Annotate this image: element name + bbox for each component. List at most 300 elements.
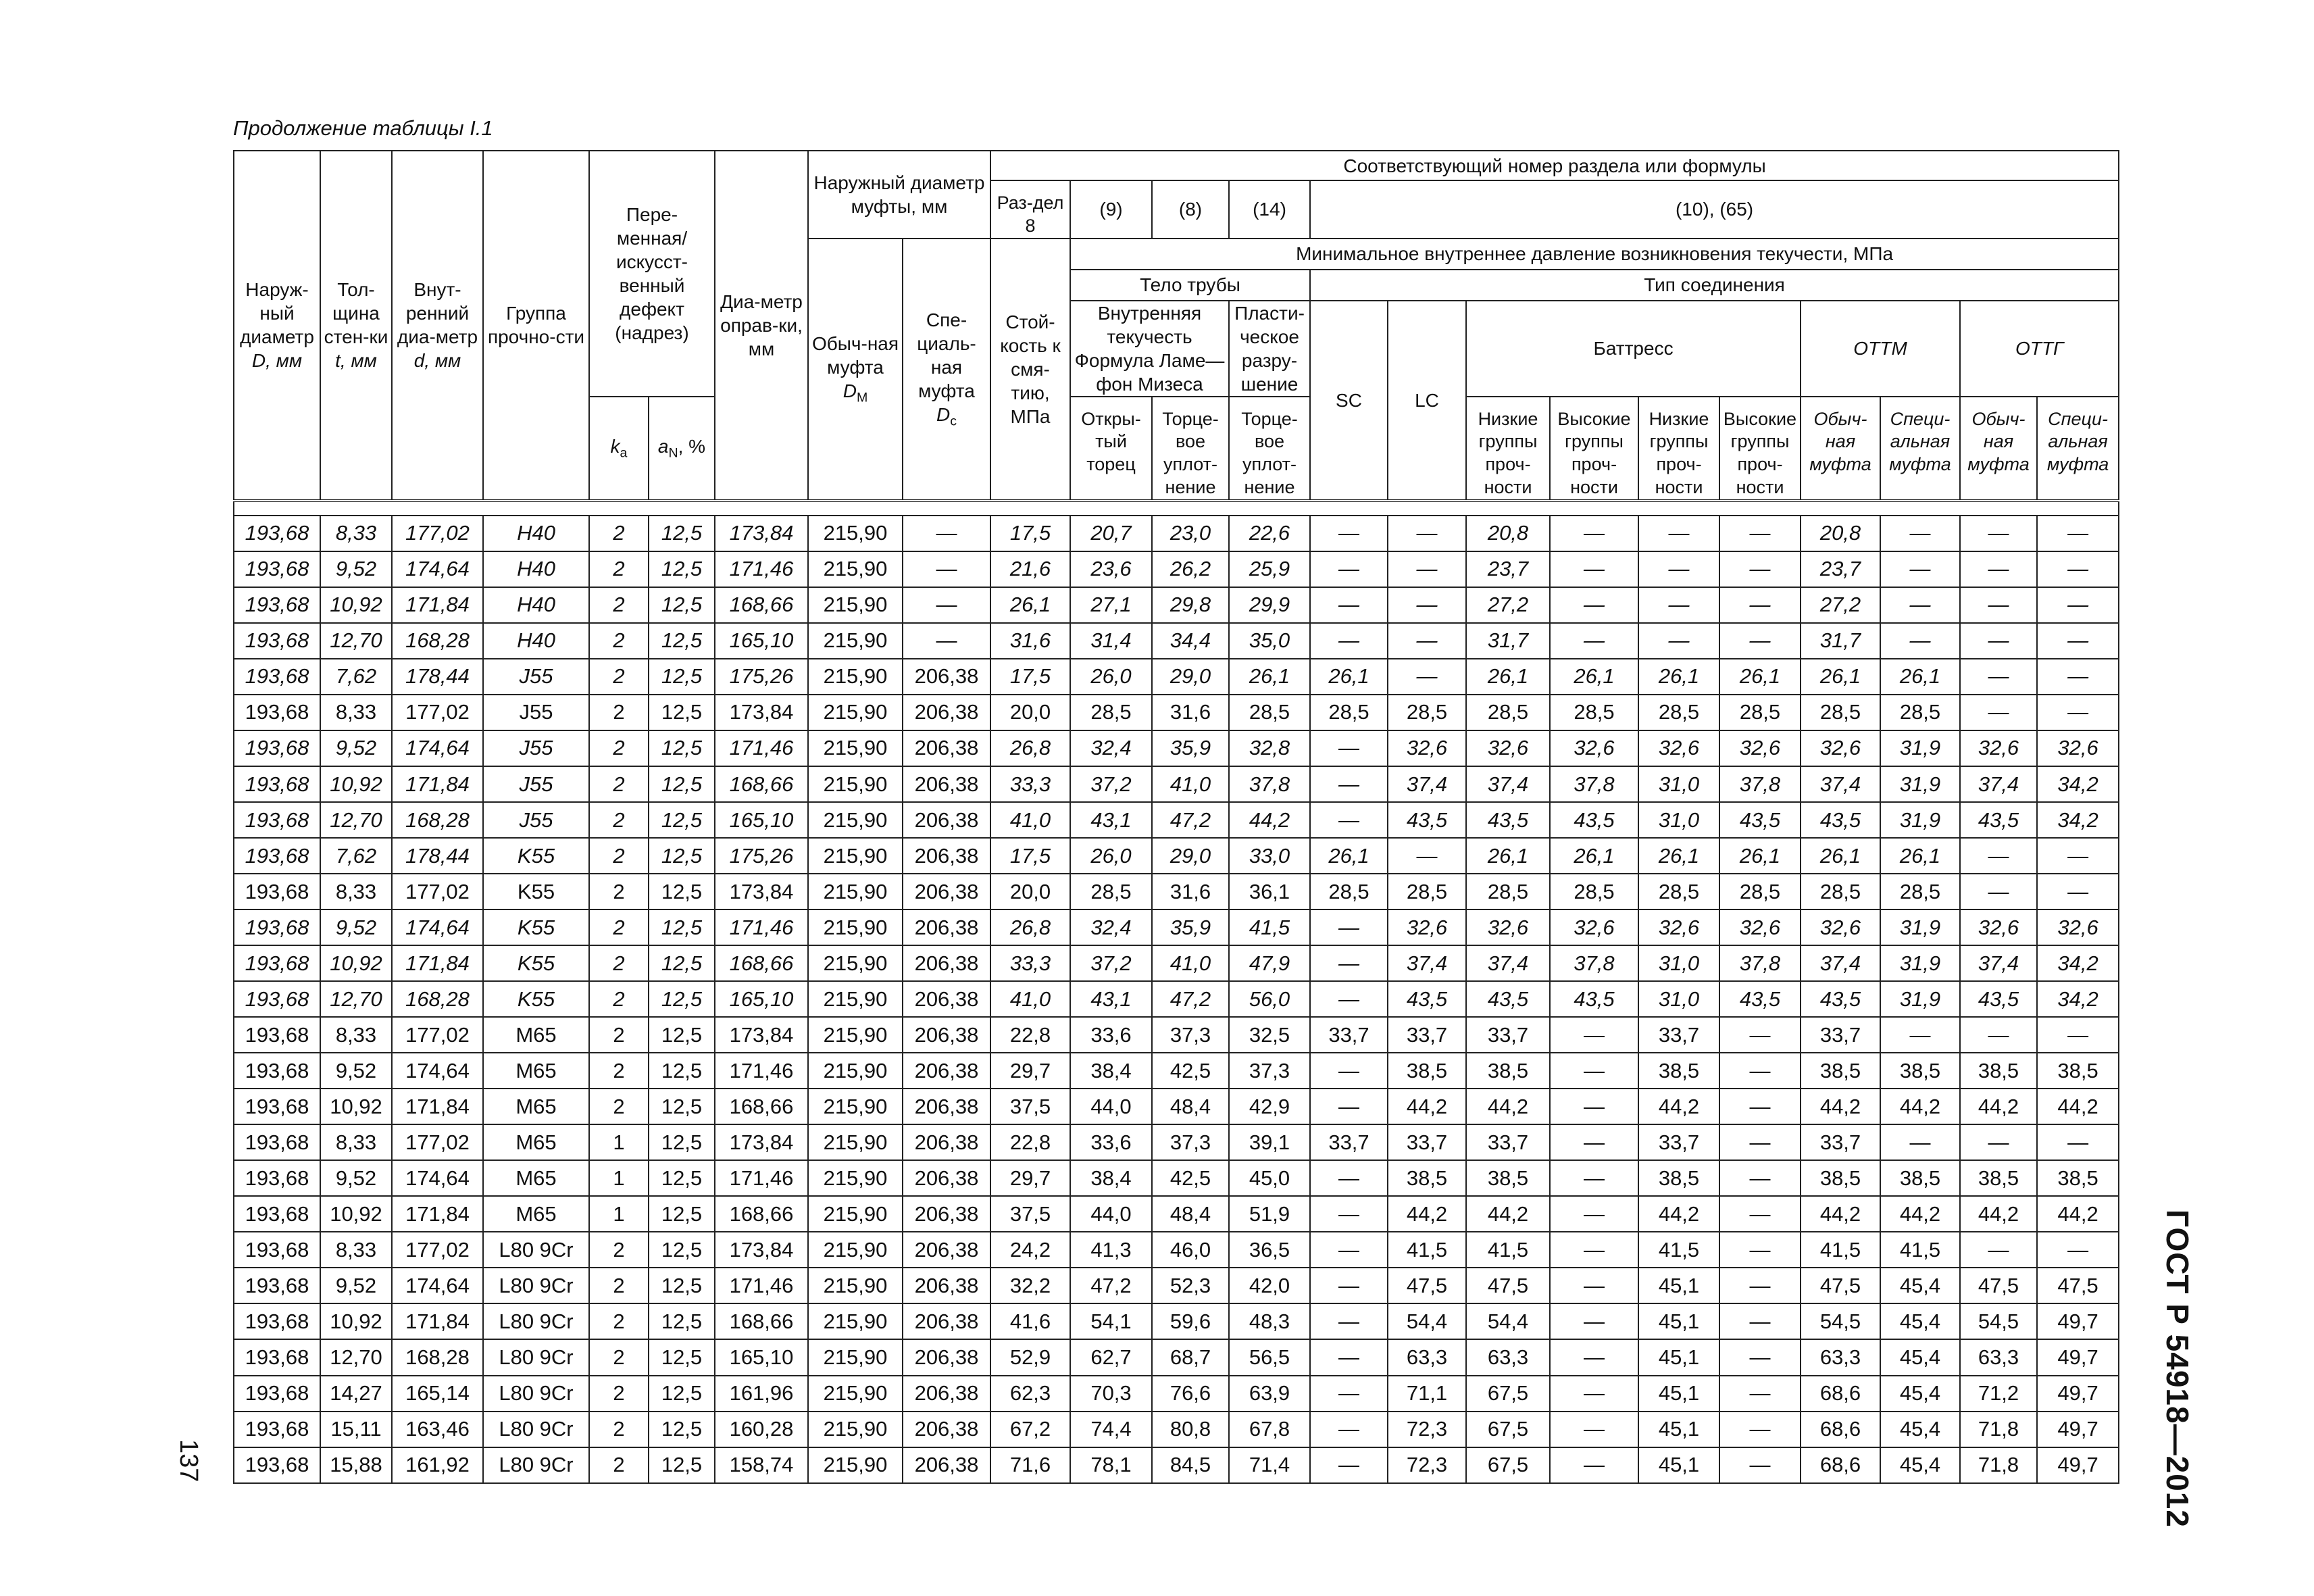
table-cell: 215,90 <box>808 874 903 909</box>
table-cell: 193,68 <box>234 945 320 981</box>
table-cell: 173,84 <box>715 695 808 730</box>
table-cell: 36,5 <box>1229 1232 1310 1268</box>
header-section-formula: Соответствующий номер раздела или формулы <box>990 151 2119 180</box>
table-cell: 38,5 <box>2037 1053 2119 1089</box>
table-cell: 2 <box>589 587 649 623</box>
table-cell: 2 <box>589 1339 649 1375</box>
table-cell: — <box>2037 1232 2119 1268</box>
table-cell: 31,9 <box>1880 909 1960 945</box>
table-cell: — <box>1310 1268 1388 1303</box>
table-cell: 163,46 <box>392 1412 483 1447</box>
table-cell: L80 9Cr <box>483 1339 589 1375</box>
table-cell: 206,38 <box>903 1053 990 1089</box>
table-cell: 165,10 <box>715 1339 808 1375</box>
table-cell: 28,5 <box>1070 874 1152 909</box>
header-buttress-regular-low: Низкие группы проч-ности <box>1466 397 1550 501</box>
table-cell: 37,5 <box>990 1089 1070 1124</box>
table-cell: 12,70 <box>320 802 392 838</box>
table-cell: — <box>1960 659 2037 695</box>
table-cell: 168,28 <box>392 802 483 838</box>
table-cell: 171,46 <box>715 1268 808 1303</box>
table-cell: 28,5 <box>1388 695 1466 730</box>
table-cell: — <box>1388 623 1466 659</box>
table-cell: — <box>1388 551 1466 587</box>
table-cell: 12,5 <box>649 695 715 730</box>
table-cell: 31,4 <box>1070 623 1152 659</box>
table-cell: 177,02 <box>392 1017 483 1053</box>
table-cell: 47,5 <box>1960 1268 2037 1303</box>
table-cell: 12,5 <box>649 516 715 551</box>
table-cell: 206,38 <box>903 1339 990 1375</box>
table-cell: — <box>1880 551 1960 587</box>
header-ottm: ОТТМ <box>1801 301 1960 397</box>
table-cell: — <box>1550 1412 1638 1447</box>
table-cell: 9,52 <box>320 1160 392 1196</box>
table-cell: 215,90 <box>808 623 903 659</box>
header-wall-thickness: Тол-щина стен-ки t, мм <box>320 151 392 501</box>
table-cell: 206,38 <box>903 838 990 874</box>
table-cell: 41,0 <box>990 981 1070 1017</box>
table-cell: 1 <box>589 1124 649 1160</box>
table-cell: 26,1 <box>1550 838 1638 874</box>
table-cell: 38,5 <box>1388 1053 1466 1089</box>
table-cell: 44,2 <box>1880 1196 1960 1232</box>
table-cell: — <box>1638 516 1719 551</box>
table-cell: 171,84 <box>392 766 483 802</box>
table-cell: M65 <box>483 1053 589 1089</box>
table-cell: 37,4 <box>1388 945 1466 981</box>
table-row <box>234 516 2119 551</box>
table-cell: — <box>1310 623 1388 659</box>
table-cell: 206,38 <box>903 909 990 945</box>
table-cell: 41,0 <box>1152 766 1229 802</box>
table-cell: 33,7 <box>1638 1017 1719 1053</box>
table-cell: 160,28 <box>715 1412 808 1447</box>
table-cell: 78,1 <box>1070 1447 1152 1483</box>
table-cell: — <box>1638 623 1719 659</box>
table-cell: 27,1 <box>1070 587 1152 623</box>
table-cell: 165,10 <box>715 623 808 659</box>
table-cell: — <box>1638 587 1719 623</box>
table-cell: 67,2 <box>990 1412 1070 1447</box>
table-cell: 20,8 <box>1801 516 1880 551</box>
table-cell: 26,0 <box>1070 659 1152 695</box>
table-cell: — <box>1388 516 1466 551</box>
table-cell: 54,1 <box>1070 1303 1152 1339</box>
table-row <box>234 1124 2119 1160</box>
table-cell: 165,10 <box>715 981 808 1017</box>
table-cell: 44,2 <box>1388 1196 1466 1232</box>
table-cell: 12,5 <box>649 945 715 981</box>
table-cell: 67,5 <box>1466 1412 1550 1447</box>
table-cell: 10,92 <box>320 1303 392 1339</box>
table-cell: 44,2 <box>1388 1089 1466 1124</box>
page-number: 137 <box>174 1439 203 1482</box>
table-cell: 165,10 <box>715 802 808 838</box>
header-pipe-body: Тело трубы <box>1070 270 1310 301</box>
header-buttress: Баттресс <box>1466 301 1801 397</box>
table-cell: 43,5 <box>1960 981 2037 1017</box>
table-cell: J55 <box>483 730 589 766</box>
table-cell: — <box>1550 1232 1638 1268</box>
table-cell: 26,1 <box>1719 659 1801 695</box>
table-cell: — <box>1880 623 1960 659</box>
table-cell: 215,90 <box>808 1339 903 1375</box>
table-cell: 26,1 <box>990 587 1070 623</box>
table-cell: 29,0 <box>1152 838 1229 874</box>
header-ottg-regular: Обыч-ная муфта <box>1960 397 2037 501</box>
table-cell: — <box>2037 516 2119 551</box>
table-cell: 25,9 <box>1229 551 1310 587</box>
table-cell: 34,2 <box>2037 981 2119 1017</box>
table-cell: H40 <box>483 587 589 623</box>
table-cell: 174,64 <box>392 909 483 945</box>
table-cell: 12,5 <box>649 1268 715 1303</box>
table-cell: 215,90 <box>808 1089 903 1124</box>
table-cell: H40 <box>483 623 589 659</box>
table-cell: 17,5 <box>990 516 1070 551</box>
table-cell: 174,64 <box>392 730 483 766</box>
table-cell: 10,92 <box>320 1196 392 1232</box>
table-cell: L80 9Cr <box>483 1447 589 1483</box>
table-cell: 206,38 <box>903 659 990 695</box>
table-cell: 45,4 <box>1880 1268 1960 1303</box>
table-cell: 206,38 <box>903 945 990 981</box>
table-cell: — <box>1310 802 1388 838</box>
table-cell: 47,2 <box>1070 1268 1152 1303</box>
table-cell: — <box>1550 1089 1638 1124</box>
table-row <box>234 838 2119 874</box>
table-cell: 193,68 <box>234 874 320 909</box>
table-cell: 168,28 <box>392 623 483 659</box>
table-cell: 76,6 <box>1152 1376 1229 1412</box>
table-cell: 71,8 <box>1960 1447 2037 1483</box>
table-cell: — <box>2037 551 2119 587</box>
table-cell: 23,6 <box>1070 551 1152 587</box>
table-cell: 72,3 <box>1388 1447 1466 1483</box>
table-cell: 20,8 <box>1466 516 1550 551</box>
table-cell: 68,6 <box>1801 1412 1880 1447</box>
table-cell: 20,0 <box>990 874 1070 909</box>
table-cell: — <box>903 587 990 623</box>
table-cell: 173,84 <box>715 874 808 909</box>
table-cell: 12,5 <box>649 1232 715 1268</box>
table-cell: 12,5 <box>649 1376 715 1412</box>
table-cell: 48,4 <box>1152 1196 1229 1232</box>
table-cell: 2 <box>589 981 649 1017</box>
table-cell: 31,6 <box>990 623 1070 659</box>
table-cell: 193,68 <box>234 1160 320 1196</box>
table-cell: 43,5 <box>1388 802 1466 838</box>
table-row <box>234 1376 2119 1412</box>
table-cell: 31,7 <box>1466 623 1550 659</box>
table-cell: — <box>1638 551 1719 587</box>
table-cell: 45,4 <box>1880 1412 1960 1447</box>
table-cell: 171,84 <box>392 945 483 981</box>
table-cell: 23,7 <box>1466 551 1550 587</box>
table-cell: 28,5 <box>1466 695 1550 730</box>
table-cell: 10,92 <box>320 587 392 623</box>
table-cell: — <box>1550 1160 1638 1196</box>
table-row <box>234 945 2119 981</box>
table-cell: 215,90 <box>808 1053 903 1089</box>
table-cell: 32,4 <box>1070 730 1152 766</box>
table-cell: L80 9Cr <box>483 1303 589 1339</box>
table-cell: 2 <box>589 945 649 981</box>
table-cell: — <box>1550 516 1638 551</box>
table-cell: — <box>1719 587 1801 623</box>
table-cell: 193,68 <box>234 1447 320 1483</box>
table-cell: 8,33 <box>320 1232 392 1268</box>
table-cell: 28,5 <box>1310 874 1388 909</box>
table-cell: 72,3 <box>1388 1412 1466 1447</box>
table-cell: 27,2 <box>1466 587 1550 623</box>
table-cell: 47,5 <box>1388 1268 1466 1303</box>
table-cell: — <box>1960 838 2037 874</box>
header-mandrel-diameter: Диа-метр оправ-ки, мм <box>715 151 808 501</box>
table-cell: — <box>1550 1303 1638 1339</box>
table-cell: 43,5 <box>1801 981 1880 1017</box>
header-plastic-sealed-end: Торце-вое уплот-нение <box>1229 397 1310 501</box>
table-cell: 37,8 <box>1719 945 1801 981</box>
table-cell: — <box>1550 1196 1638 1232</box>
table-cell: K55 <box>483 945 589 981</box>
table-cell: 28,5 <box>1388 874 1466 909</box>
table-cell: 37,3 <box>1229 1053 1310 1089</box>
table-cell: 63,9 <box>1229 1376 1310 1412</box>
table-cell: 177,02 <box>392 1232 483 1268</box>
table-cell: 206,38 <box>903 1196 990 1232</box>
table-cell: — <box>1960 695 2037 730</box>
table-cell: 51,9 <box>1229 1196 1310 1232</box>
table-cell: 44,0 <box>1070 1089 1152 1124</box>
table-cell: 37,4 <box>1960 766 2037 802</box>
table-cell: — <box>1719 1447 1801 1483</box>
table-cell: 174,64 <box>392 1268 483 1303</box>
header-internal-yield: Внутренняя текучесть Формула Ламе—фон Мизеса <box>1070 301 1229 397</box>
table-cell: 177,02 <box>392 874 483 909</box>
table-cell: 215,90 <box>808 1447 903 1483</box>
table-cell: 2 <box>589 551 649 587</box>
table-cell: — <box>1310 1232 1388 1268</box>
table-cell: — <box>1880 1124 1960 1160</box>
table-cell: 2 <box>589 838 649 874</box>
table-cell: 32,4 <box>1070 909 1152 945</box>
table-cell: 168,28 <box>392 981 483 1017</box>
header-separator <box>234 501 2119 516</box>
table-cell: — <box>1719 551 1801 587</box>
table-row <box>234 1447 2119 1483</box>
table-cell: 43,5 <box>1719 802 1801 838</box>
table-cell: 12,5 <box>649 551 715 587</box>
table-cell: 215,90 <box>808 945 903 981</box>
table-cell: 26,1 <box>1310 659 1388 695</box>
table-cell: 215,90 <box>808 1232 903 1268</box>
table-cell: 215,90 <box>808 766 903 802</box>
table-cell: 8,33 <box>320 516 392 551</box>
table-cell: 171,46 <box>715 551 808 587</box>
table-cell: 22,6 <box>1229 516 1310 551</box>
table-cell: 37,4 <box>1801 945 1880 981</box>
header-ottg-special: Специ-альная муфта <box>2037 397 2119 501</box>
table-cell: 168,66 <box>715 1196 808 1232</box>
table-cell: 171,46 <box>715 1160 808 1196</box>
table-cell: 32,6 <box>1466 730 1550 766</box>
table-cell: 56,0 <box>1229 981 1310 1017</box>
table-cell: 45,4 <box>1880 1376 1960 1412</box>
table-cell: 32,6 <box>1638 730 1719 766</box>
table-row <box>234 1160 2119 1196</box>
table-cell: 12,5 <box>649 1053 715 1089</box>
table-cell: M65 <box>483 1196 589 1232</box>
table-cell: 12,5 <box>649 587 715 623</box>
table-cell: 35,9 <box>1152 909 1229 945</box>
table-cell: 31,6 <box>1152 874 1229 909</box>
table-cell: 32,2 <box>990 1268 1070 1303</box>
table-cell: 2 <box>589 1412 649 1447</box>
table-cell: 17,5 <box>990 659 1070 695</box>
table-cell: 193,68 <box>234 802 320 838</box>
table-row <box>234 1268 2119 1303</box>
table-cell: 2 <box>589 874 649 909</box>
table-cell: 38,4 <box>1070 1053 1152 1089</box>
header-open-end: Откры-тый торец <box>1070 397 1152 501</box>
table-cell: 2 <box>589 766 649 802</box>
table-cell: — <box>903 516 990 551</box>
table-cell: 32,6 <box>1960 730 2037 766</box>
table-cell: 2 <box>589 695 649 730</box>
table-cell: 32,6 <box>1960 909 2037 945</box>
table-cell: 28,5 <box>1719 874 1801 909</box>
table-cell: 26,1 <box>1638 659 1719 695</box>
table-cell: 215,90 <box>808 695 903 730</box>
table-cell: 38,5 <box>1801 1053 1880 1089</box>
table-cell: 38,5 <box>1880 1053 1960 1089</box>
table-cell: 54,5 <box>1960 1303 2037 1339</box>
table-cell: 32,6 <box>1388 730 1466 766</box>
table-cell: 206,38 <box>903 1447 990 1483</box>
table-cell: 41,5 <box>1229 909 1310 945</box>
table-cell: — <box>903 623 990 659</box>
table-cell: 28,5 <box>1550 874 1638 909</box>
table-cell: 41,5 <box>1466 1232 1550 1268</box>
table-cell: 26,1 <box>1229 659 1310 695</box>
table-cell: 68,6 <box>1801 1376 1880 1412</box>
table-cell: 49,7 <box>2037 1412 2119 1447</box>
table-row <box>234 909 2119 945</box>
table-cell: 32,6 <box>1550 909 1638 945</box>
table-cell: — <box>1719 1124 1801 1160</box>
table-cell: 215,90 <box>808 730 903 766</box>
table-cell: 12,5 <box>649 1339 715 1375</box>
table-cell: 45,4 <box>1880 1339 1960 1375</box>
table-cell: 49,7 <box>2037 1303 2119 1339</box>
table-cell: 38,5 <box>2037 1160 2119 1196</box>
table-cell: 49,7 <box>2037 1447 2119 1483</box>
table-cell: 32,8 <box>1229 730 1310 766</box>
table-cell: 68,7 <box>1152 1339 1229 1375</box>
table-cell: 206,38 <box>903 1412 990 1447</box>
table-cell: 44,2 <box>1466 1196 1550 1232</box>
table-cell: 56,5 <box>1229 1339 1310 1375</box>
table-cell: M65 <box>483 1160 589 1196</box>
table-cell: 49,7 <box>2037 1339 2119 1375</box>
table-cell: 44,2 <box>2037 1196 2119 1232</box>
table-cell: 12,5 <box>649 802 715 838</box>
table-cell: 193,68 <box>234 551 320 587</box>
table-cell: 67,5 <box>1466 1376 1550 1412</box>
table-cell: 193,68 <box>234 1376 320 1412</box>
table-cell: 165,14 <box>392 1376 483 1412</box>
table-cell: 33,3 <box>990 945 1070 981</box>
table-cell: 33,7 <box>1466 1017 1550 1053</box>
table-cell: 37,8 <box>1719 766 1801 802</box>
table-cell: 12,70 <box>320 981 392 1017</box>
table-cell: 45,4 <box>1880 1447 1960 1483</box>
table-cell: 161,96 <box>715 1376 808 1412</box>
table-cell: — <box>1310 981 1388 1017</box>
table-cell: 28,5 <box>1801 874 1880 909</box>
table-cell: — <box>1310 1160 1388 1196</box>
table-cell: 174,64 <box>392 551 483 587</box>
table-cell: 32,6 <box>1801 730 1880 766</box>
table-cell: 26,1 <box>1880 659 1960 695</box>
table-cell: 44,2 <box>1960 1196 2037 1232</box>
header-an: $a_N$, % <box>649 397 715 501</box>
table-cell: 12,5 <box>649 909 715 945</box>
table-cell: 38,5 <box>1388 1160 1466 1196</box>
table-cell: 32,6 <box>2037 909 2119 945</box>
table-cell: 38,4 <box>1070 1160 1152 1196</box>
table-cell: 12,5 <box>649 981 715 1017</box>
header-ottg: ОТТГ <box>1960 301 2119 397</box>
table-cell: 38,5 <box>1466 1160 1550 1196</box>
table-cell: 33,0 <box>1229 838 1310 874</box>
table-cell: 71,2 <box>1960 1376 2037 1412</box>
table-cell: 37,2 <box>1070 766 1152 802</box>
table-cell: 43,5 <box>1550 802 1638 838</box>
table-cell: 37,3 <box>1152 1017 1229 1053</box>
table-cell: 2 <box>589 1017 649 1053</box>
table-cell: 80,8 <box>1152 1412 1229 1447</box>
table-cell: 34,2 <box>2037 766 2119 802</box>
table-row <box>234 981 2119 1017</box>
table-cell: 193,68 <box>234 587 320 623</box>
table-cell: 33,6 <box>1070 1017 1152 1053</box>
table-cell: 2 <box>589 623 649 659</box>
table-cell: 12,5 <box>649 1447 715 1483</box>
header-strength-group: Группа прочно-сти <box>483 151 589 501</box>
table-cell: 33,7 <box>1801 1124 1880 1160</box>
table-cell: 2 <box>589 1232 649 1268</box>
table-cell: 12,5 <box>649 1412 715 1447</box>
table-cell: 47,5 <box>1801 1268 1880 1303</box>
table-cell: 33,3 <box>990 766 1070 802</box>
table-cell: — <box>1550 551 1638 587</box>
table-cell: 42,5 <box>1152 1160 1229 1196</box>
table-cell: 2 <box>589 802 649 838</box>
table-cell: 54,5 <box>1801 1303 1880 1339</box>
table-cell: — <box>1310 1447 1388 1483</box>
table-cell: — <box>2037 695 2119 730</box>
table-row <box>234 1232 2119 1268</box>
table-cell: 41,0 <box>990 802 1070 838</box>
table-cell: 34,2 <box>2037 802 2119 838</box>
standard-designation: ГОСТ Р 54918—2012 <box>2160 1210 2195 1528</box>
table-cell: 168,66 <box>715 945 808 981</box>
table-cell: 26,1 <box>1310 838 1388 874</box>
table-cell: 43,5 <box>1388 981 1466 1017</box>
